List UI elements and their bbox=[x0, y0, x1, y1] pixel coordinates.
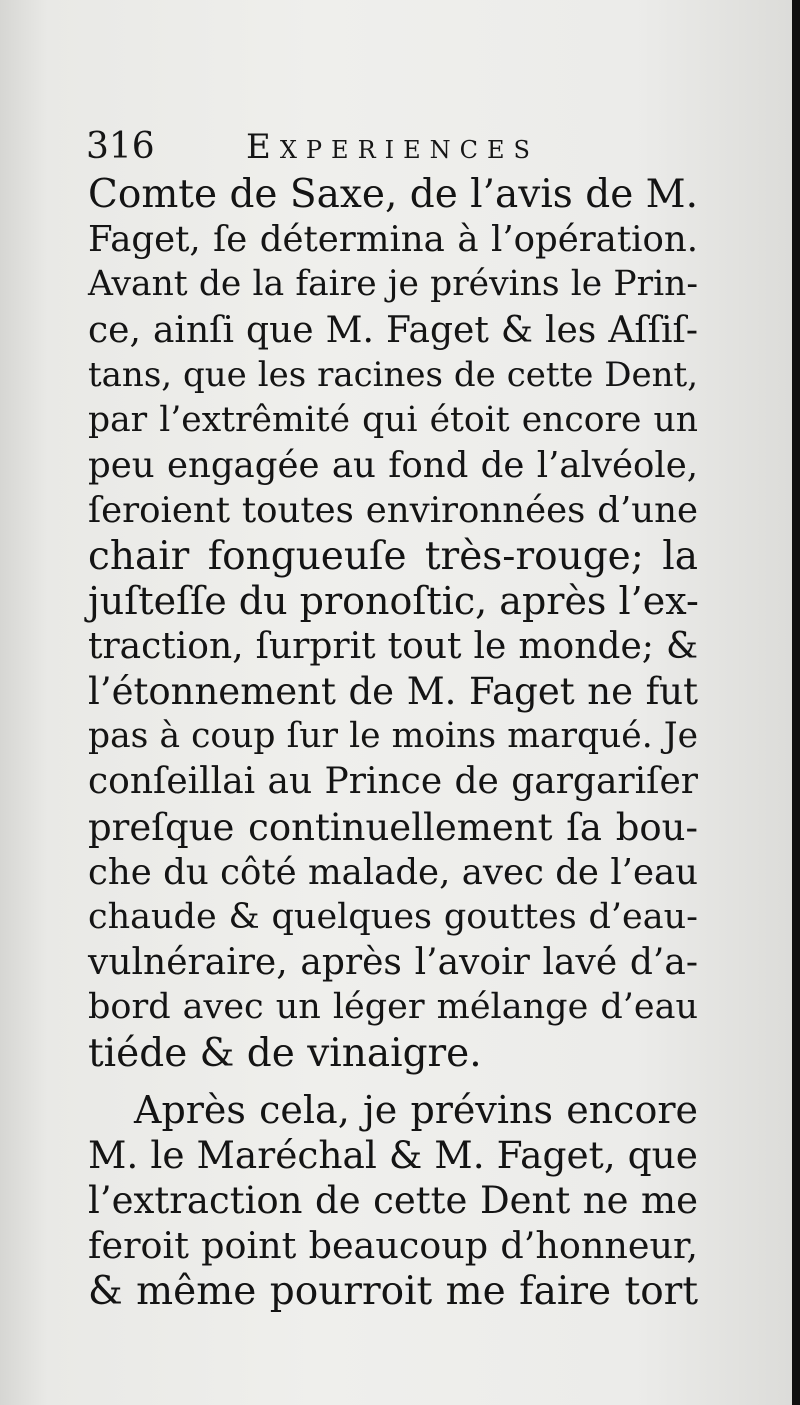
text-line: feroit point beaucoup d’honneur, bbox=[88, 1224, 698, 1268]
text-line: M. le Maréchal & M. Faget, que bbox=[88, 1132, 698, 1177]
text-line: peu engagée au fond de l’alvéole, bbox=[88, 445, 698, 487]
text-line: che du côté malade, avec de l’eau bbox=[88, 851, 698, 893]
text-line: & même pourroit me faire tort bbox=[88, 1268, 698, 1314]
text-line: par l’extrêmité qui étoit encore un bbox=[88, 399, 698, 440]
text-line: ſeroient toutes environnées d’une bbox=[88, 490, 698, 532]
text-line: Comte de Saxe, de l’avis de M. bbox=[88, 172, 698, 217]
running-title: Experiences bbox=[246, 127, 539, 167]
text-line: chair fongueuſe très-rouge; la bbox=[88, 533, 698, 579]
scan-edge bbox=[792, 0, 800, 1405]
text-line: traction, ſurprit tout le monde; & bbox=[88, 625, 698, 667]
text-line: conſeillai au Prince de gargariſer bbox=[88, 761, 698, 803]
text-line: Après cela, je prévins encore bbox=[134, 1087, 698, 1132]
paragraph-gap bbox=[88, 1076, 698, 1088]
text-line: preſque continuellement ſa bou- bbox=[88, 805, 698, 849]
text-line: l’extraction de cette Dent ne me bbox=[88, 1179, 698, 1223]
text-line: juſteſſe du pronoſtic, après l’ex- bbox=[88, 578, 699, 623]
text-line: tiéde & de vinaigre. bbox=[88, 1030, 482, 1076]
page-number: 316 bbox=[86, 126, 155, 167]
text-line: l’étonnement de M. Faget ne fut bbox=[88, 670, 698, 714]
text-line: Faget, ſe détermina à l’opération. bbox=[88, 219, 698, 261]
body-text bbox=[88, 172, 698, 1314]
text-line: chaude & quelques gouttes d’eau- bbox=[88, 897, 698, 937]
text-line: ce, ainſi que M. Faget & les Aſſiſ- bbox=[88, 309, 698, 351]
text-line: pas à coup ſur le moins marqué. Je bbox=[88, 716, 698, 757]
text-line: bord avec un léger mélange d’eau bbox=[88, 987, 698, 1028]
text-line: vulnéraire, après l’avoir lavé d’a- bbox=[88, 942, 698, 984]
running-head bbox=[86, 122, 706, 172]
text-line: Avant de la faire je prévins le Prin- bbox=[88, 264, 698, 305]
text-line: tans, que les racines de cette Dent, bbox=[88, 354, 698, 395]
